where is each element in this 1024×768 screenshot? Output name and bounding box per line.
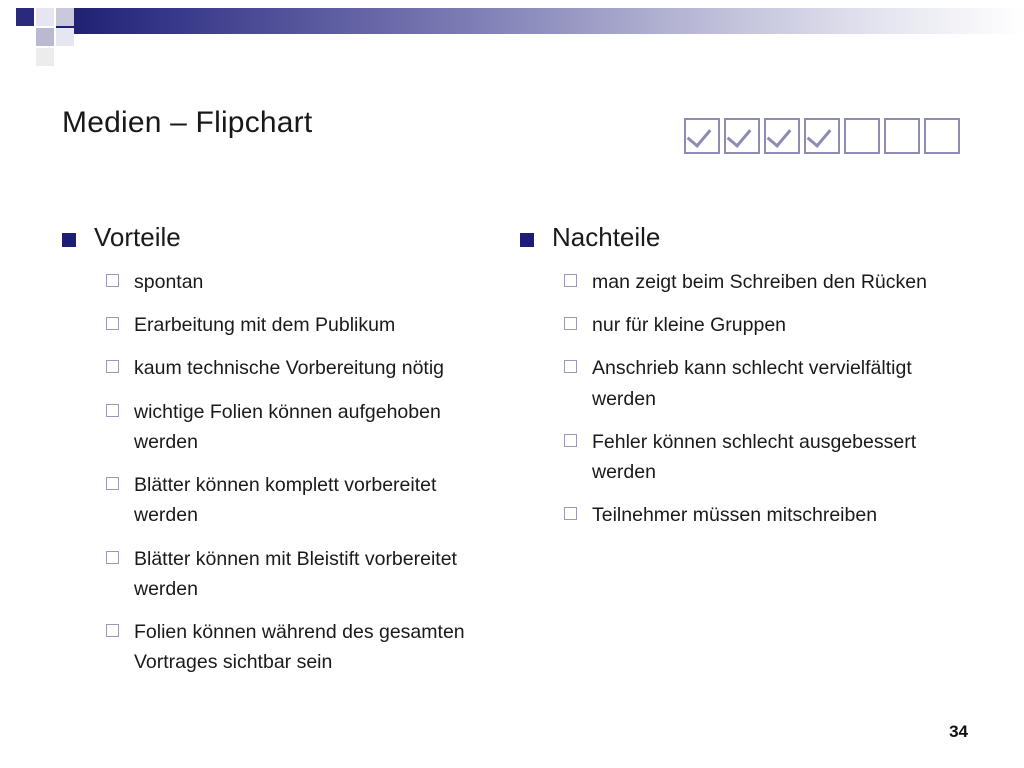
hollow-square-bullet-icon [106, 317, 119, 330]
page-number: 34 [949, 722, 968, 741]
column-heading-label: Nachteile [552, 222, 661, 252]
header-square-7 [36, 48, 54, 66]
list-item-label: man zeigt beim Schreiben den Rücken [592, 271, 927, 293]
list-item [106, 353, 502, 383]
header-gradient-bar [56, 8, 1024, 34]
list-item-label: Blätter können komplett vorbereitet werden [134, 474, 437, 527]
progress-checkbox-empty [844, 118, 880, 154]
list-item [106, 267, 502, 297]
hollow-square-bullet-icon [106, 477, 119, 490]
list-item [106, 470, 502, 530]
content-column [520, 222, 1024, 690]
header-square-2 [36, 8, 54, 26]
list-item-label: spontan [134, 271, 204, 293]
content-columns [0, 222, 1024, 690]
progress-checkbox-empty [924, 118, 960, 154]
hollow-square-bullet-icon [106, 360, 119, 373]
hollow-square-bullet-icon [564, 434, 577, 447]
progress-checkboxes [684, 118, 960, 154]
progress-checkbox-checked [684, 118, 720, 154]
hollow-square-bullet-icon [564, 317, 577, 330]
header-square-5 [36, 28, 54, 46]
progress-checkbox-empty [884, 118, 920, 154]
list-item [564, 353, 984, 413]
list-item-label: Teilnehmer müssen mitschreiben [592, 504, 878, 527]
column-heading [62, 222, 502, 253]
list-item [106, 544, 502, 604]
hollow-square-bullet-icon [106, 404, 119, 417]
header-square-1 [16, 8, 34, 26]
square-bullet-icon [62, 233, 76, 247]
page-title: Medien – Flipchart [62, 106, 313, 139]
list-item [564, 267, 984, 297]
progress-checkbox-checked [804, 118, 840, 154]
hollow-square-bullet-icon [106, 624, 119, 637]
list-item-label: Folien können während des gesamten Vortrages sichtbar sein [134, 620, 465, 674]
list-item-label: Erarbeitung mit dem Publikum [134, 314, 396, 337]
progress-checkbox-checked [724, 118, 760, 154]
header-square-4 [16, 28, 34, 46]
hollow-square-bullet-icon [106, 551, 119, 564]
header-square-6 [56, 28, 74, 46]
list-item [106, 310, 502, 340]
square-bullet-icon [520, 233, 534, 247]
bullet-list [106, 267, 502, 677]
header-decoration [0, 0, 1024, 64]
list-item-label: kaum technische Vorbereitung nötig [134, 357, 445, 380]
list-item [564, 500, 984, 530]
hollow-square-bullet-icon [564, 360, 577, 373]
progress-checkbox-checked [764, 118, 800, 154]
column-heading [520, 222, 984, 253]
list-item [564, 427, 984, 487]
list-item [106, 397, 502, 457]
list-item-label: Anschrieb kann schlecht vervielfältigt werden [592, 357, 912, 410]
hollow-square-bullet-icon [106, 274, 119, 287]
header-square-3 [56, 8, 74, 26]
column-heading-label: Vorteile [94, 222, 181, 252]
list-item-label: wichtige Folien können aufgehoben werden [134, 400, 441, 453]
hollow-square-bullet-icon [564, 507, 577, 520]
bullet-list [564, 267, 984, 531]
list-item-label: Fehler können schlecht ausgebessert werden [592, 430, 917, 484]
list-item [106, 617, 502, 677]
list-item-label: nur für kleine Gruppen [592, 314, 787, 337]
hollow-square-bullet-icon [564, 274, 577, 287]
content-column [0, 222, 520, 690]
list-item [564, 310, 984, 340]
list-item-label: Blätter können mit Bleistift vorbereitet werden [134, 547, 457, 600]
